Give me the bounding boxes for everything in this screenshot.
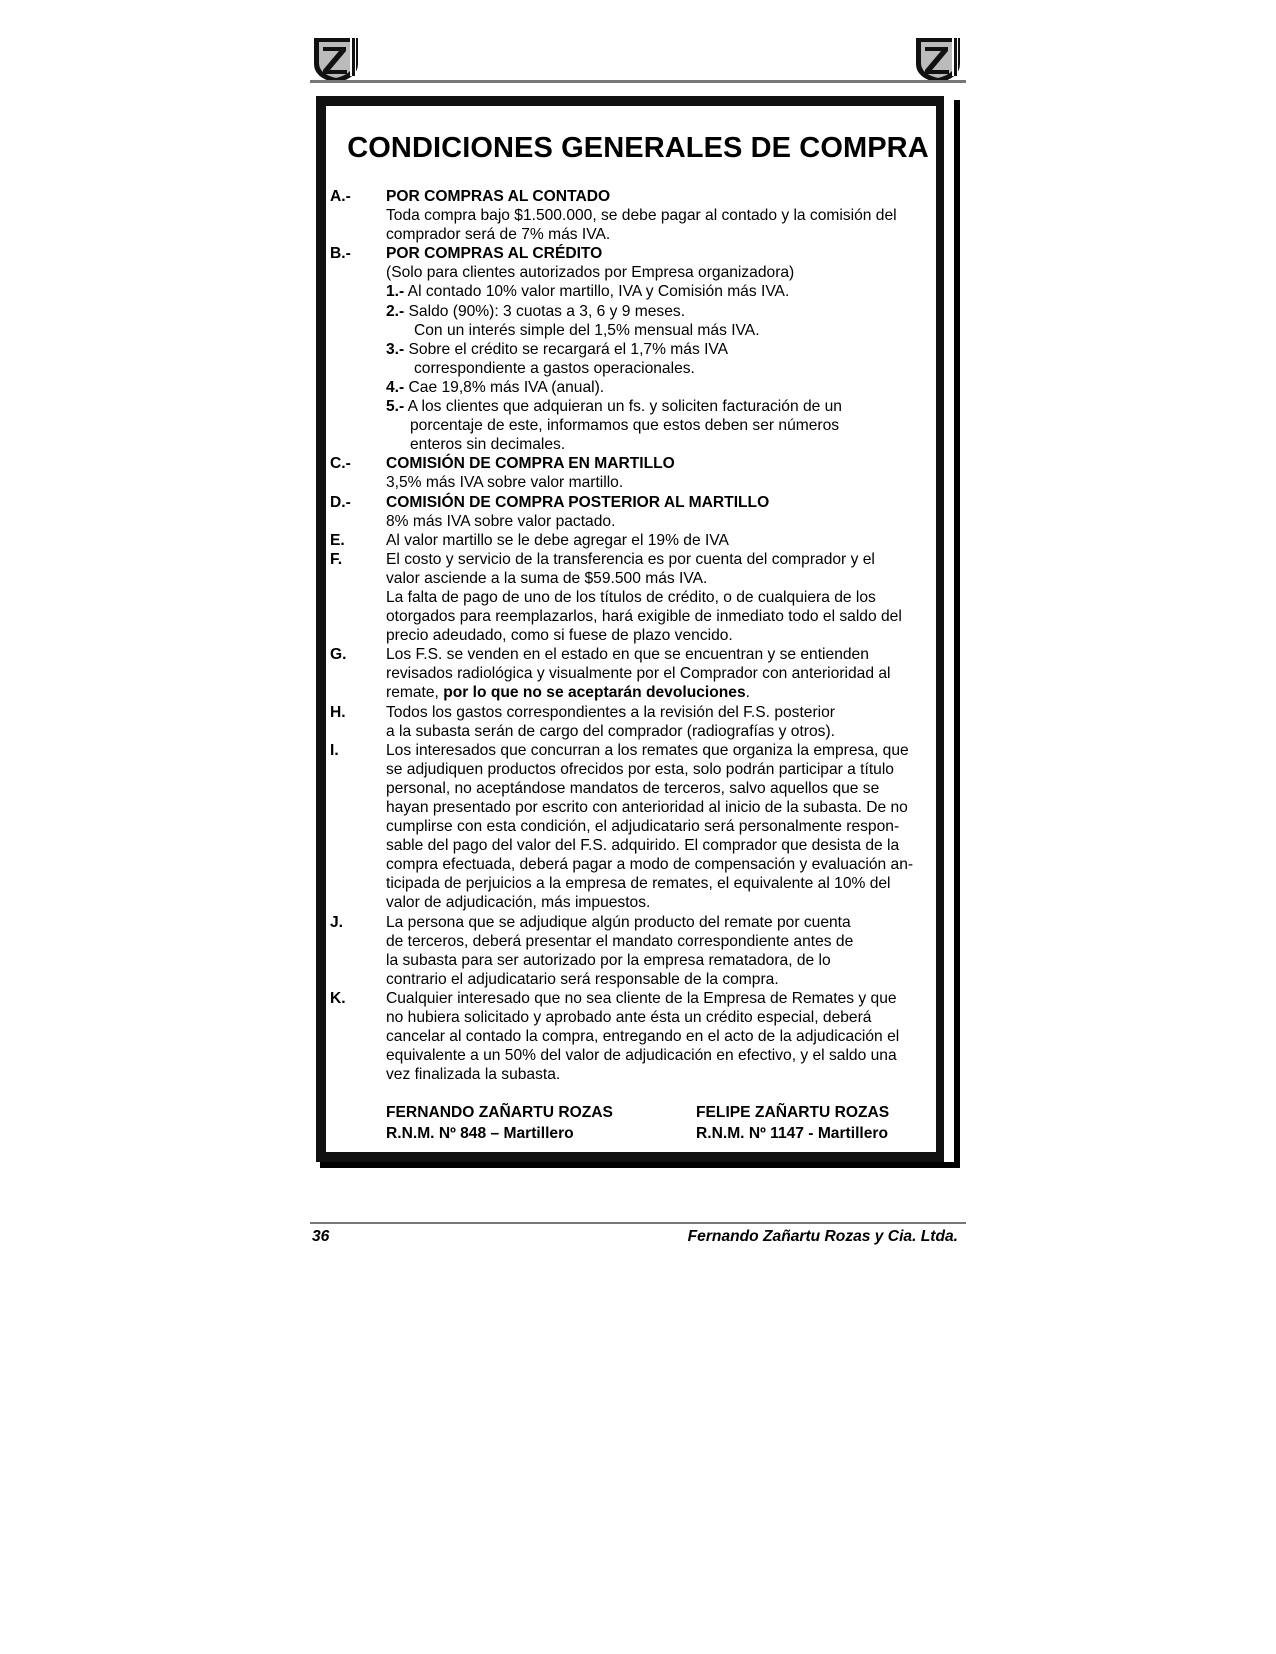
condition-text-body: Los interesados que concurran a los remates que organiza la empresa, que bbox=[386, 741, 909, 759]
condition-line bbox=[330, 302, 950, 321]
condition-text bbox=[414, 321, 760, 340]
condition-line bbox=[330, 531, 950, 550]
condition-text bbox=[386, 493, 769, 512]
condition-line bbox=[330, 378, 950, 397]
condition-text bbox=[386, 569, 707, 588]
condition-text-body: valor de adjudicación, más impuestos. bbox=[386, 894, 651, 912]
condition-line bbox=[330, 416, 950, 435]
condition-line bbox=[330, 970, 950, 989]
condition-line bbox=[330, 187, 950, 206]
condition-text-body: La persona que se adjudique algún producto del remate por cuenta bbox=[386, 913, 851, 931]
condition-text-body: personal, no aceptándose mandatos de terceros, salvo aquellos que se bbox=[386, 779, 880, 797]
condition-line bbox=[330, 1008, 950, 1027]
condition-text bbox=[386, 1046, 897, 1065]
condition-text-body: 8% más IVA sobre valor pactado. bbox=[386, 512, 616, 530]
condition-text bbox=[386, 951, 831, 970]
condition-text-body: compra efectuada, deberá pagar a modo de compensación y evaluación an- bbox=[386, 856, 914, 874]
condition-line bbox=[330, 817, 950, 836]
condition-text-body: Cualquier interesado que no sea cliente de la Empresa de Remates y que bbox=[386, 989, 897, 1007]
condition-line bbox=[330, 645, 950, 664]
condition-text-body: (Solo para clientes autorizados por Empresa organizadora) bbox=[386, 264, 795, 282]
company-logo-right-icon bbox=[914, 34, 962, 84]
sub-item-number: 2.- bbox=[386, 302, 405, 320]
condition-text bbox=[386, 722, 835, 741]
condition-text-body: ticipada de perjuicios a la empresa de remates, el equivalente al 10% del bbox=[386, 875, 891, 893]
condition-line bbox=[330, 722, 950, 741]
condition-text bbox=[410, 416, 839, 435]
condition-text bbox=[386, 454, 675, 473]
condition-text bbox=[386, 855, 913, 874]
condition-line bbox=[330, 836, 950, 855]
condition-text bbox=[386, 340, 728, 359]
signature-row bbox=[330, 1123, 950, 1144]
condition-label: B.- bbox=[330, 245, 351, 263]
condition-text bbox=[386, 187, 610, 206]
condition-text-body: precio adeudado, como si fuese de plazo vencido. bbox=[386, 627, 733, 645]
condition-line bbox=[330, 340, 950, 359]
condition-line bbox=[330, 683, 950, 702]
page-number: 36 bbox=[312, 1228, 330, 1245]
condition-text bbox=[386, 932, 853, 951]
condition-text bbox=[386, 397, 842, 416]
condition-text bbox=[414, 359, 695, 378]
condition-text bbox=[386, 779, 879, 798]
condition-text bbox=[386, 1008, 871, 1027]
condition-text-body: sable del pago del valor del F.S. adquirido. El comprador que desista de la bbox=[386, 837, 900, 855]
condition-text-body: se adjudiquen productos ofrecidos por esta, solo podrán participar a título bbox=[386, 760, 894, 778]
condition-text bbox=[386, 645, 869, 664]
condition-text-body: POR COMPRAS AL CONTADO bbox=[386, 188, 611, 205]
condition-line bbox=[330, 893, 950, 912]
condition-line bbox=[330, 913, 950, 932]
condition-text bbox=[386, 741, 909, 760]
condition-text bbox=[386, 913, 851, 932]
condition-line bbox=[330, 874, 950, 893]
condition-text bbox=[386, 626, 733, 645]
condition-line bbox=[330, 321, 950, 340]
condition-text bbox=[386, 836, 899, 855]
condition-text bbox=[386, 817, 899, 836]
conditions-list bbox=[330, 187, 950, 1144]
condition-text-body: enteros sin decimales. bbox=[410, 436, 566, 454]
signatory-name: FELIPE ZAÑARTU ROZAS bbox=[696, 1104, 890, 1122]
condition-text bbox=[386, 874, 891, 893]
condition-text-body: de terceros, deberá presentar el mandato correspondiente antes de bbox=[386, 932, 854, 950]
condition-text bbox=[386, 1027, 899, 1046]
condition-text bbox=[386, 607, 902, 626]
condition-text-body: cancelar al contado la compra, entregando en el acto de la adjudicación el bbox=[386, 1028, 900, 1046]
condition-text-body: correspondiente a gastos operacionales. bbox=[414, 359, 695, 377]
condition-line bbox=[330, 1046, 950, 1065]
footer-company-name: Fernando Zañartu Rozas y Cia. Ltda. bbox=[687, 1228, 958, 1245]
condition-text-body: otorgados para reemplazarlos, hará exigible de inmediato todo el saldo del bbox=[386, 608, 902, 626]
condition-text-body: Al valor martillo se le debe agregar el 19% de IVA bbox=[386, 531, 729, 549]
condition-text bbox=[386, 760, 894, 779]
condition-text bbox=[386, 302, 685, 321]
condition-text bbox=[386, 473, 623, 492]
page-title: CONDICIONES GENERALES DE COMPRA bbox=[347, 132, 929, 164]
condition-text bbox=[386, 282, 789, 301]
condition-label: H. bbox=[330, 703, 346, 721]
condition-line bbox=[330, 798, 950, 817]
sub-item-number: 4.- bbox=[386, 378, 405, 396]
condition-line bbox=[330, 626, 950, 645]
condition-line bbox=[330, 1027, 950, 1046]
condition-line bbox=[330, 703, 950, 722]
condition-line bbox=[330, 588, 950, 607]
condition-text-body: Saldo (90%): 3 cuotas a 3, 6 y 9 meses. bbox=[404, 302, 686, 320]
condition-line bbox=[330, 1065, 950, 1084]
condition-line bbox=[330, 359, 950, 378]
condition-line bbox=[330, 989, 950, 1008]
condition-text-body: La falta de pago de uno de los títulos de crédito, o de cualquiera de los bbox=[386, 588, 876, 606]
condition-text bbox=[386, 588, 876, 607]
condition-line bbox=[330, 493, 950, 512]
condition-text bbox=[386, 244, 602, 263]
condition-line bbox=[330, 855, 950, 874]
condition-text-body: Toda compra bajo $1.500.000, se debe pagar al contado y la comisión del bbox=[386, 207, 897, 225]
condition-text-body: Todos los gastos correspondientes a la revisión del F.S. posterior bbox=[386, 703, 835, 721]
condition-text bbox=[410, 435, 565, 454]
condition-emphasis: por lo que no se aceptarán devoluciones bbox=[443, 684, 746, 702]
signatory-registration: R.N.M. Nº 848 – Martillero bbox=[386, 1125, 574, 1143]
condition-line bbox=[330, 512, 950, 531]
company-logo-left-icon bbox=[312, 34, 360, 84]
condition-text bbox=[386, 531, 729, 550]
condition-text bbox=[386, 664, 890, 683]
condition-line bbox=[330, 607, 950, 626]
sub-item-number: 3.- bbox=[386, 340, 405, 358]
condition-text-body: equivalente a un 50% del valor de adjudicación en efectivo, y el saldo una bbox=[386, 1047, 897, 1065]
condition-text-body: A los clientes que adquieran un fs. y soliciten facturación de un bbox=[404, 398, 842, 416]
condition-text-body: a la subasta serán de cargo del comprador (radiografías y otros). bbox=[386, 722, 835, 740]
condition-line bbox=[330, 244, 950, 263]
condition-text-body: remate, bbox=[386, 684, 444, 702]
condition-text-body: Cae 19,8% más IVA (anual). bbox=[404, 378, 605, 396]
condition-line bbox=[330, 741, 950, 760]
condition-line bbox=[330, 951, 950, 970]
condition-text-body: COMISIÓN DE COMPRA POSTERIOR AL MARTILLO bbox=[386, 493, 770, 511]
header-rule bbox=[310, 80, 966, 83]
frame-shadow-bottom bbox=[320, 1162, 960, 1168]
signatory-name: FERNANDO ZAÑARTU ROZAS bbox=[386, 1104, 613, 1122]
condition-text-body: no hubiera solicitado y aprobado ante ésta un crédito especial, deberá bbox=[386, 1009, 872, 1027]
condition-text-body: POR COMPRAS AL CRÉDITO bbox=[386, 245, 603, 263]
condition-text-body: El costo y servicio de la transferencia es por cuenta del comprador y el bbox=[386, 550, 875, 568]
condition-text bbox=[386, 1065, 560, 1084]
condition-text bbox=[386, 378, 604, 397]
condition-text bbox=[386, 683, 750, 702]
condition-label: D.- bbox=[330, 493, 351, 511]
condition-text bbox=[386, 206, 897, 225]
condition-text-body: Al contado 10% valor martillo, IVA y Comisión más IVA. bbox=[404, 283, 790, 301]
spacer bbox=[330, 1084, 950, 1102]
condition-line bbox=[330, 206, 950, 225]
condition-line bbox=[330, 473, 950, 492]
condition-text-body: la subasta para ser autorizado por la empresa rematadora, de lo bbox=[386, 951, 831, 969]
sub-item-number: 5.- bbox=[386, 398, 405, 416]
condition-text bbox=[386, 798, 908, 817]
signature-row bbox=[330, 1102, 950, 1123]
condition-line bbox=[330, 779, 950, 798]
sub-item-number: 1.- bbox=[386, 283, 405, 301]
condition-text bbox=[386, 550, 875, 569]
condition-line bbox=[330, 550, 950, 569]
condition-text bbox=[386, 989, 897, 1008]
condition-text-body: porcentaje de este, informamos que estos deben ser números bbox=[410, 417, 840, 435]
condition-label: E. bbox=[330, 531, 345, 549]
condition-line bbox=[330, 569, 950, 588]
condition-label: F. bbox=[330, 550, 343, 568]
condition-label: I. bbox=[330, 741, 339, 759]
condition-text bbox=[386, 263, 794, 282]
condition-text-body: valor asciende a la suma de $59.500 más IVA. bbox=[386, 569, 708, 587]
condition-label: G. bbox=[330, 646, 347, 664]
condition-label: C.- bbox=[330, 455, 351, 473]
condition-line bbox=[330, 397, 950, 416]
condition-text-body: Sobre el crédito se recargará el 1,7% más IVA bbox=[404, 340, 729, 358]
condition-text-body: cumplirse con esta condición, el adjudicatario será personalmente respon- bbox=[386, 818, 900, 836]
footer-rule bbox=[310, 1222, 966, 1224]
condition-line bbox=[330, 263, 950, 282]
condition-line bbox=[330, 454, 950, 473]
condition-label: J. bbox=[330, 913, 344, 931]
condition-line bbox=[330, 435, 950, 454]
condition-text bbox=[386, 225, 610, 244]
condition-label: A.- bbox=[330, 188, 351, 205]
condition-text-body: 3,5% más IVA sobre valor martillo. bbox=[386, 474, 624, 492]
condition-text-body: comprador será de 7% más IVA. bbox=[386, 226, 611, 244]
condition-text-body: contrario el adjudicatario será responsable de la compra. bbox=[386, 970, 779, 988]
signatory-registration: R.N.M. Nº 1147 - Martillero bbox=[696, 1125, 889, 1143]
condition-text bbox=[386, 970, 779, 989]
condition-line bbox=[330, 225, 950, 244]
condition-text bbox=[386, 703, 835, 722]
condition-text-body: COMISIÓN DE COMPRA EN MARTILLO bbox=[386, 455, 675, 473]
condition-line bbox=[330, 760, 950, 779]
condition-text bbox=[386, 512, 615, 531]
condition-line bbox=[330, 932, 950, 951]
frame-shadow-right bbox=[954, 100, 960, 1168]
condition-text-body: vez finalizada la subasta. bbox=[386, 1066, 561, 1084]
condition-text-body: Los F.S. se venden en el estado en que se encuentran y se entienden bbox=[386, 646, 869, 664]
condition-tail: . bbox=[745, 684, 750, 702]
condition-text-body: revisados radiológica y visualmente por el Comprador con anterioridad al bbox=[386, 665, 891, 683]
condition-line bbox=[330, 282, 950, 301]
condition-label: K. bbox=[330, 989, 346, 1007]
condition-text-body: Con un interés simple del 1,5% mensual más IVA. bbox=[414, 321, 760, 339]
condition-text bbox=[386, 893, 650, 912]
condition-line bbox=[330, 664, 950, 683]
condition-text-body: hayan presentado por escrito con anterioridad al inicio de la subasta. De no bbox=[386, 799, 908, 816]
